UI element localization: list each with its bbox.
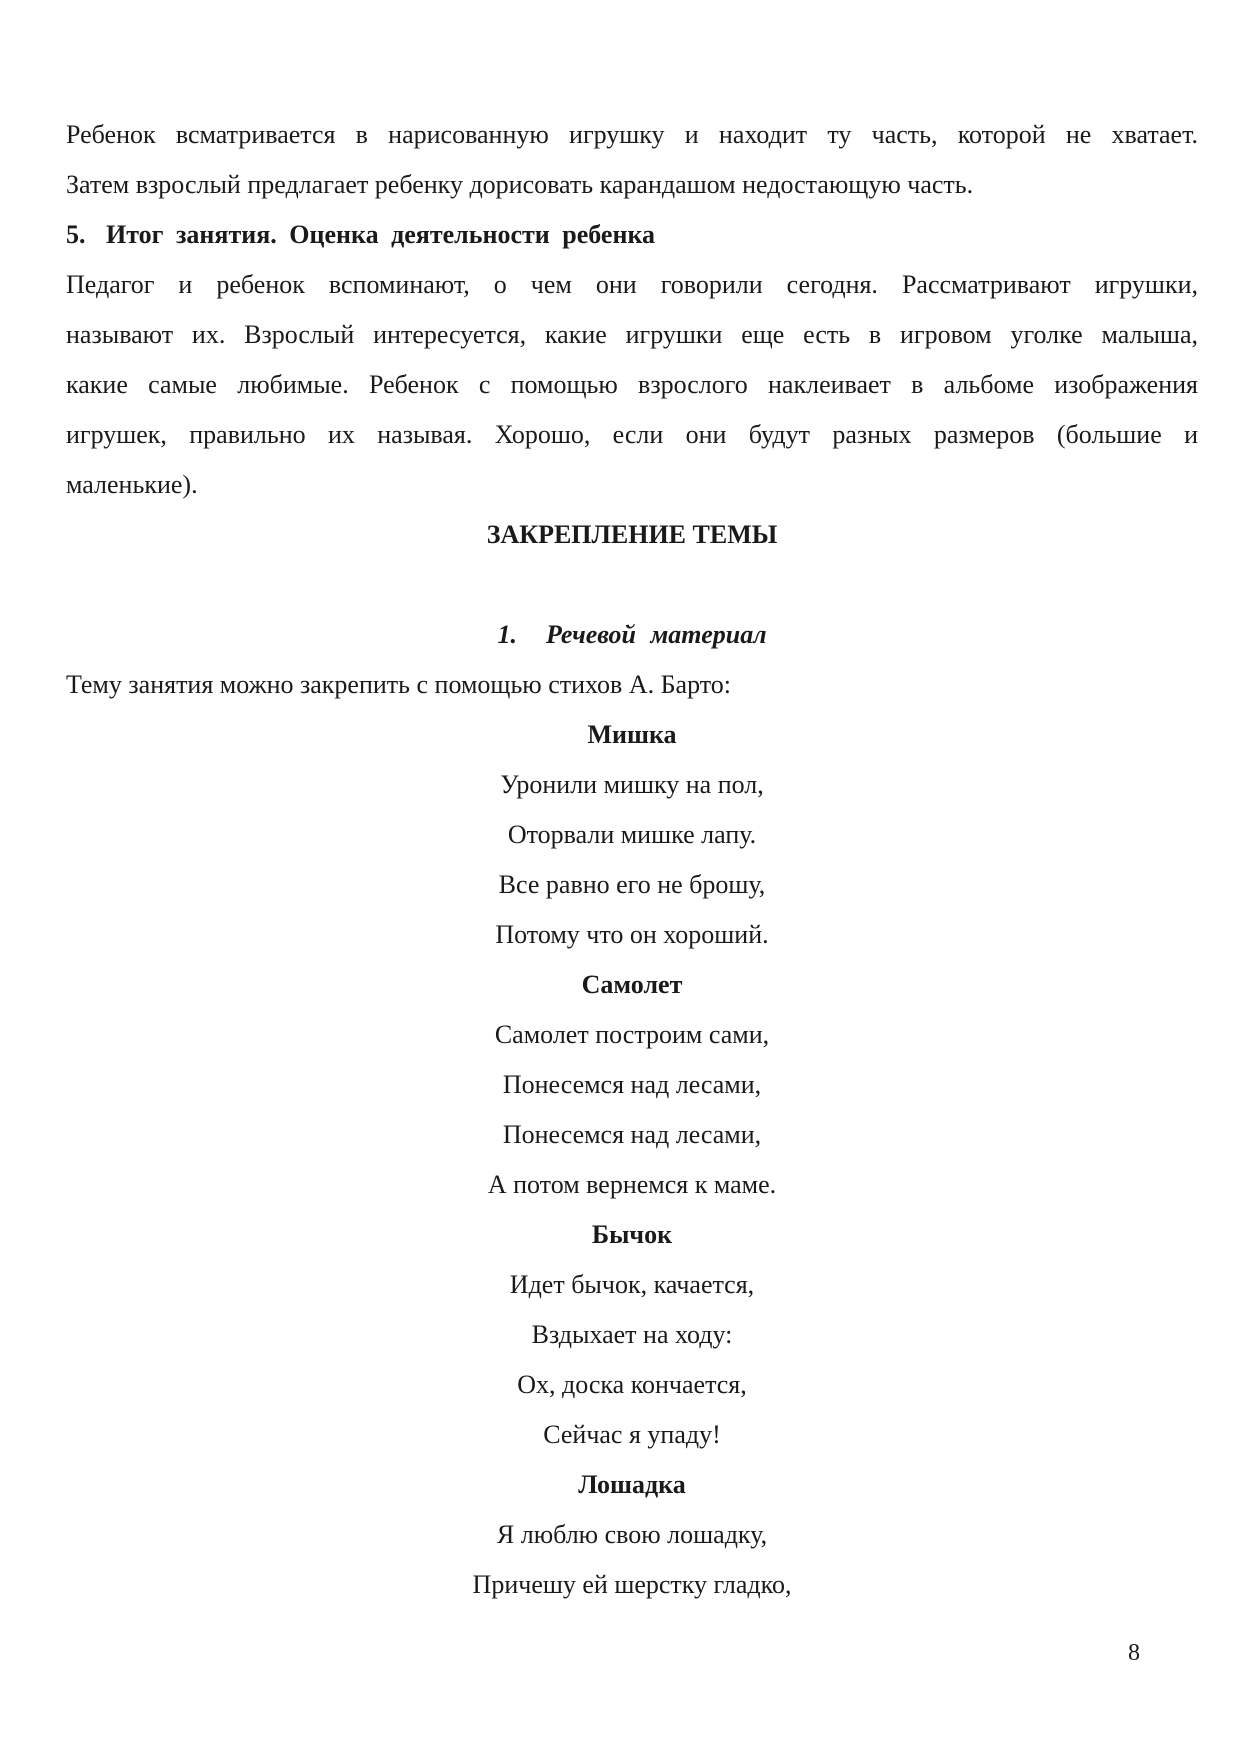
poem-line: Оторвали мишке лапу. [507,820,757,849]
poem-line: Все равно его не брошу, [498,870,766,899]
subsection-heading [66,610,1198,660]
intro-text: Тему занятия можно закрепить с помощью стихов А. Барто: [66,670,731,699]
spacer [66,560,1198,610]
poem-line: А потом вернемся к маме. [487,1170,777,1199]
paragraph-line: Затем взрослый предлагает ребенку дорисовать карандашом недостающую часть. [66,170,974,199]
poem-title: Самолет [581,970,683,999]
poem-line: Понесемся над лесами, [502,1070,762,1099]
step-heading [66,210,1198,260]
summary-line: маленькие). [66,470,198,499]
poem-line: Я люблю свою лошадку, [496,1520,768,1549]
poem-title: Бычок [591,1220,673,1249]
subsection-number: 1. [497,620,517,649]
poem-title: Мишка [587,720,677,749]
step-title: Итог занятия. Оценка деятельности ребенка [106,220,656,249]
poem-line: Ох, доска кончается, [517,1370,747,1399]
poem-line: Сейчас я упаду! [543,1420,721,1449]
poem-title: Лошадка [578,1470,686,1499]
page-content [66,110,1198,1610]
page-number: 8 [1128,1640,1140,1666]
summary-line: игрушек, правильно их называя. Хорошо, если они будут разных размеров (большие и [66,420,1198,449]
poem-line: Идет бычок, качается, [509,1270,755,1299]
summary-line: какие самые любимые. Ребенок с помощью взрослого наклеивает в альбоме изображения [66,370,1198,399]
summary-line: называют их. Взрослый интересуется, какие игрушки еще есть в игровом уголке малыша, [66,320,1198,349]
step-number: 5. [66,220,86,249]
section-title: ЗАКРЕПЛЕНИЕ ТЕМЫ [486,520,778,549]
summary-line: Педагог и ребенок вспоминают, о чем они говорили сегодня. Рассматривают игрушки, [66,270,1198,299]
poem-line: Уронили мишку на пол, [500,770,764,799]
poem-line: Вздыхает на ходу: [531,1320,733,1349]
poem-line: Понесемся над лесами, [502,1120,762,1149]
poem-line: Причешу ей шерстку гладко, [472,1570,792,1599]
subsection-title: Речевой материал [545,620,767,649]
poem-line: Самолет построим сами, [494,1020,770,1049]
paragraph-line: Ребенок всматривается в нарисованную игрушку и находит ту часть, которой не хватает. [66,120,1198,149]
poem-line: Потому что он хороший. [495,920,769,949]
